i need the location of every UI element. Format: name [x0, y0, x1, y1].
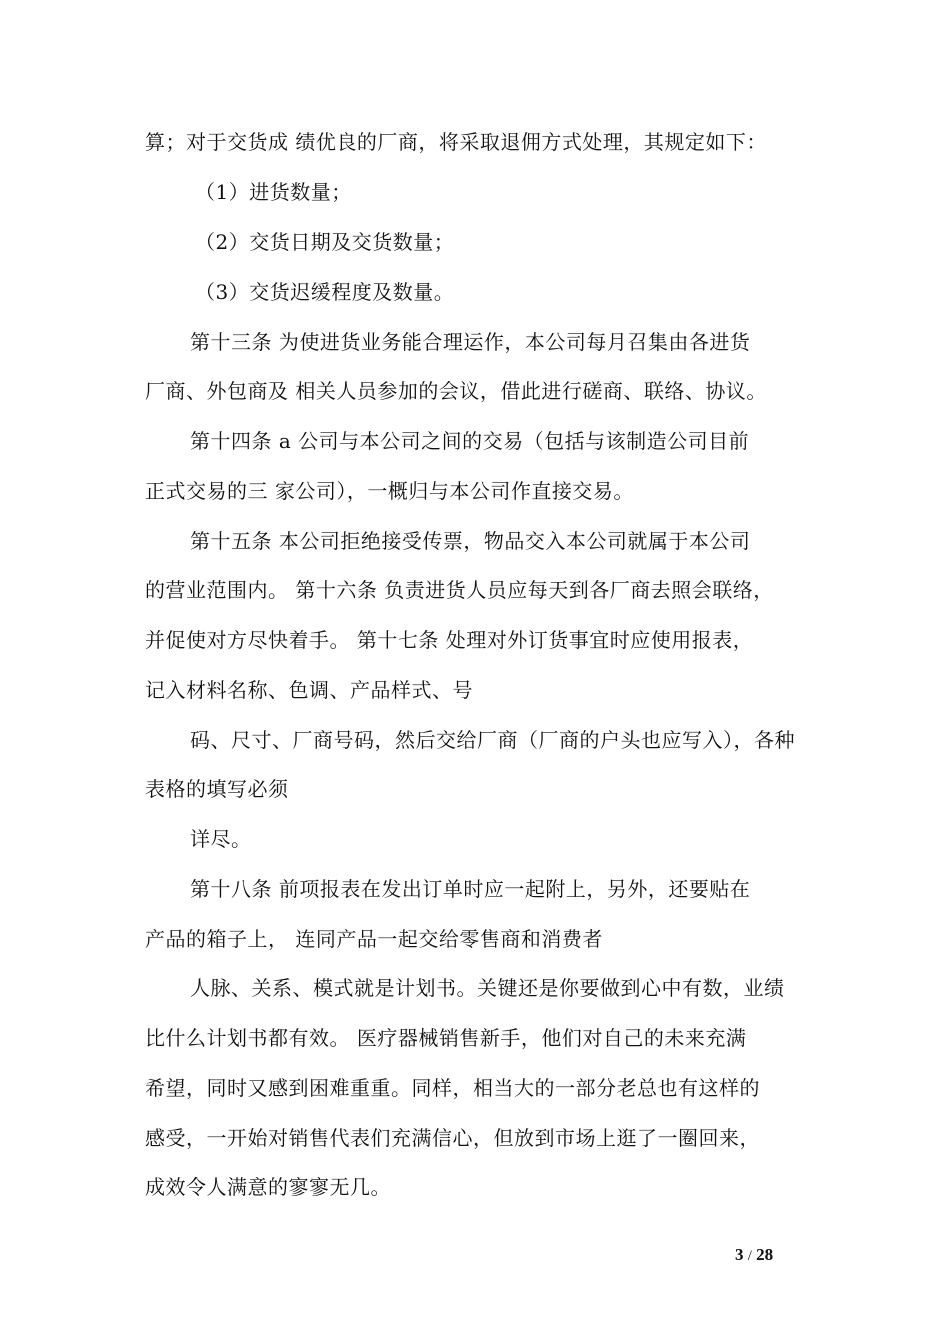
text-line: 第十四条 a 公司与本公司之间的交易（包括与该制造公司目前	[190, 429, 750, 453]
page-number	[735, 1244, 773, 1267]
page-current: 3	[735, 1245, 744, 1264]
text-line: 第十五条 本公司拒绝接受传票，物品交入本公司就属于本公司	[190, 529, 751, 553]
text-line: 第十三条 为使进货业务能合理运作，本公司每月召集由各进货	[190, 330, 751, 354]
text-line: 比什么计划书都有效。 医疗器械销售新手，他们对自己的未来充满	[145, 1026, 747, 1050]
text-line: 记入材料名称、色调、产品样式、号	[145, 678, 473, 702]
text-line: 人脉、关系、模式就是计划书。关键还是你要做到心中有数，业绩	[190, 976, 785, 1000]
text-line: 厂商、外包商及 相关人员参加的会议，借此进行磋商、联络、协议。	[145, 379, 767, 403]
page-total: 28	[756, 1245, 774, 1264]
text-line: 第十八条 前项报表在发出订单时应一起附上，另外，还要贴在	[190, 877, 751, 901]
text-line: 成效令人满意的寥寥无几。	[145, 1175, 391, 1199]
text-line: 的营业范围内。 第十六条 负责进货人员应每天到各厂商去照会联络，	[145, 578, 774, 602]
page-separator: /	[747, 1248, 752, 1264]
text-line: 并促使对方尽快着手。 第十七条 处理对外订货事宜时应使用报表，	[145, 628, 754, 652]
text-line: 正式交易的三 家公司），一概归与本公司作直接交易。	[145, 479, 634, 503]
text-line: 表格的填写必须	[145, 777, 289, 801]
text-line: 码、尺寸、厂商号码，然后交给厂商（厂商的户头也应写入），各种	[190, 728, 795, 752]
text-line: 产品的箱子上， 连同产品一起交给零售商和消费者	[145, 927, 603, 951]
text-line: 详尽。	[190, 827, 252, 851]
text-line: 希望，同时又感到困难重重。同样，相当大的一部分老总也有这样的	[145, 1076, 760, 1100]
text-line: （2）交货日期及交货数量；	[195, 230, 455, 254]
text-line: 感受，一开始对销售代表们充满信心，但放到市场上逛了一圈回来，	[145, 1126, 760, 1150]
text-line: （3）交货迟缓程度及数量。	[195, 280, 455, 304]
text-line: 算；对于交货成 绩优良的厂商，将采取退佣方式处理，其规定如下：	[145, 130, 767, 154]
text-line: （1）进货数量；	[195, 180, 352, 204]
